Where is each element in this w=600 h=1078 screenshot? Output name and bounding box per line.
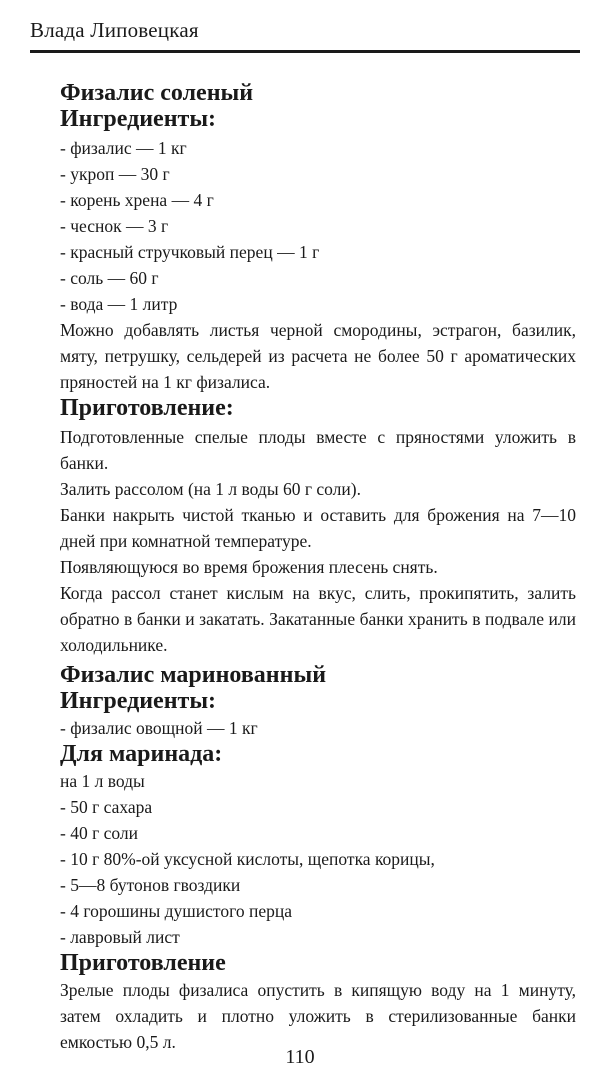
list-item: - 5—8 бутонов гвоздики — [60, 875, 241, 895]
marinade-heading: Для маринада: — [60, 741, 223, 767]
running-head: Влада Липовецкая — [30, 18, 199, 42]
list-item: на 1 л воды — [60, 771, 145, 791]
list-item: - 10 г 80%-ой уксусной кислоты, щепотка корицы, — [60, 849, 435, 869]
note-paragraph: Можно добавлять листья черной смородины, эстрагон, базилик, мяту, петрушку, сельдерей из расчета не более 50 г ароматических пряностей на 1 кг физалиса. — [60, 320, 576, 392]
ingredients-heading: Ингредиенты: — [60, 688, 217, 714]
list-item: - физалис — 1 кг — [60, 138, 187, 158]
recipe-title: Физалис соленый — [60, 80, 254, 106]
page-content — [60, 80, 576, 1055]
preparation-heading: Приготовление — [60, 950, 226, 976]
step-paragraph: Когда рассол станет кислым на вкус, слить, прокипятить, залить обратно в банки и закатать. Закатанные банки хранить в подвале или холодильнике. — [60, 583, 576, 655]
marinade-list — [60, 768, 576, 950]
list-item: - 4 горошины душистого перца — [60, 901, 292, 921]
step-paragraph: Банки накрыть чистой тканью и оставить для брожения на 7—10 дней при комнатной температуре. — [60, 505, 576, 551]
list-item: - соль — 60 г — [60, 268, 159, 288]
step-paragraph: Появляющуюся во время брожения плесень снять. — [60, 557, 438, 577]
ingredients-list — [60, 135, 576, 317]
ingredients-heading: Ингредиенты: — [60, 106, 217, 132]
list-item: - укроп — 30 г — [60, 164, 170, 184]
step-paragraph: Зрелые плоды физалиса опустить в кипящую воду на 1 минуту, затем охладить и плотно уложить в стерилизованные банки емкостью 0,5 л. — [60, 980, 576, 1052]
list-item: - лавровый лист — [60, 927, 180, 947]
list-item: - вода — 1 литр — [60, 294, 178, 314]
step-paragraph: Подготовленные спелые плоды вместе с пряностями уложить в банки. — [60, 427, 576, 473]
recipe-title: Физалис маринованный — [60, 662, 327, 688]
page-number: 110 — [285, 1046, 315, 1068]
list-item: - 50 г сахара — [60, 797, 153, 817]
header-rule — [30, 50, 580, 53]
list-item: - красный стручковый перец — 1 г — [60, 242, 320, 262]
list-item: - 40 г соли — [60, 823, 139, 843]
list-item: - корень хрена — 4 г — [60, 190, 214, 210]
step-paragraph: Залить рассолом (на 1 л воды 60 г соли). — [60, 479, 361, 499]
list-item: - физалис овощной — 1 кг — [60, 718, 258, 738]
preparation-heading: Приготовление: — [60, 395, 234, 421]
list-item: - чеснок — 3 г — [60, 216, 169, 236]
